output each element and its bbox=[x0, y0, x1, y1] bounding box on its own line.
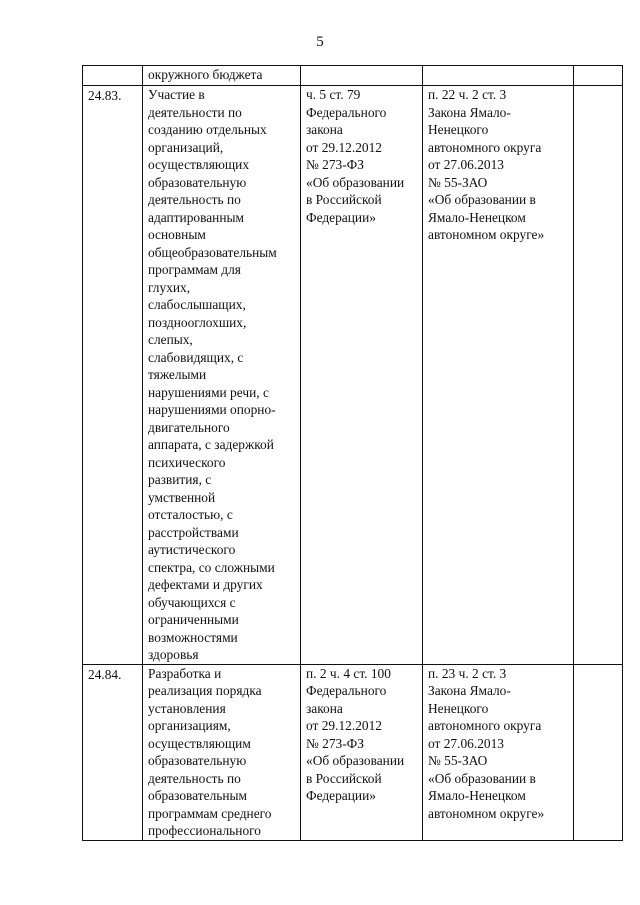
row-number-cell: 24.83. bbox=[83, 86, 143, 665]
authority-table bbox=[82, 65, 623, 841]
regional-law-cell bbox=[423, 66, 574, 86]
row-number-cell bbox=[83, 66, 143, 86]
activity-cell: окружного бюджета bbox=[143, 66, 301, 86]
federal-law-cell: п. 2 ч. 4 ст. 100 Федерального закона от 29.12.2012 № 273-ФЗ «Об образовании в Российской Федерации» bbox=[301, 664, 423, 840]
page-number: 5 bbox=[316, 34, 324, 50]
extra-cell bbox=[574, 66, 623, 86]
regional-law-cell: п. 23 ч. 2 ст. 3 Закона Ямало- Ненецкого автономного округа от 27.06.2013 № 55-ЗАО «Об образовании в Ямало-Ненецком автономном округе» bbox=[423, 664, 574, 840]
table-row bbox=[83, 664, 623, 840]
row-number-cell: 24.84. bbox=[83, 664, 143, 840]
extra-cell bbox=[574, 86, 623, 665]
federal-law-cell bbox=[301, 66, 423, 86]
activity-cell: Участие в деятельности по созданию отдельных организаций, осуществляющих образовательную деятельность по адаптированным основным общеобразовательным программам для глухих, слабослышащих, позднооглохших, слепых, слабовидящих, с тяжелыми нарушениями речи, с нарушениями опорно- двигательного аппарата, с задержкой психического развития, с умственной отсталостью, с расстройствами аутистического спектра, со сложными дефектами и других обучающихся с ограниченными возможностями здоровья bbox=[143, 86, 301, 665]
table-row bbox=[83, 86, 623, 665]
activity-cell: Разработка и реализация порядка установления организациям, осуществляющим образовательную деятельность по образовательным программам среднего профессионального bbox=[143, 664, 301, 840]
federal-law-cell: ч. 5 ст. 79 Федерального закона от 29.12.2012 № 273-ФЗ «Об образовании в Российской Федерации» bbox=[301, 86, 423, 665]
extra-cell bbox=[574, 664, 623, 840]
regional-law-cell: п. 22 ч. 2 ст. 3 Закона Ямало- Ненецкого автономного округа от 27.06.2013 № 55-ЗАО «Об образовании в Ямало-Ненецком автономном округе» bbox=[423, 86, 574, 665]
table-row bbox=[83, 66, 623, 86]
